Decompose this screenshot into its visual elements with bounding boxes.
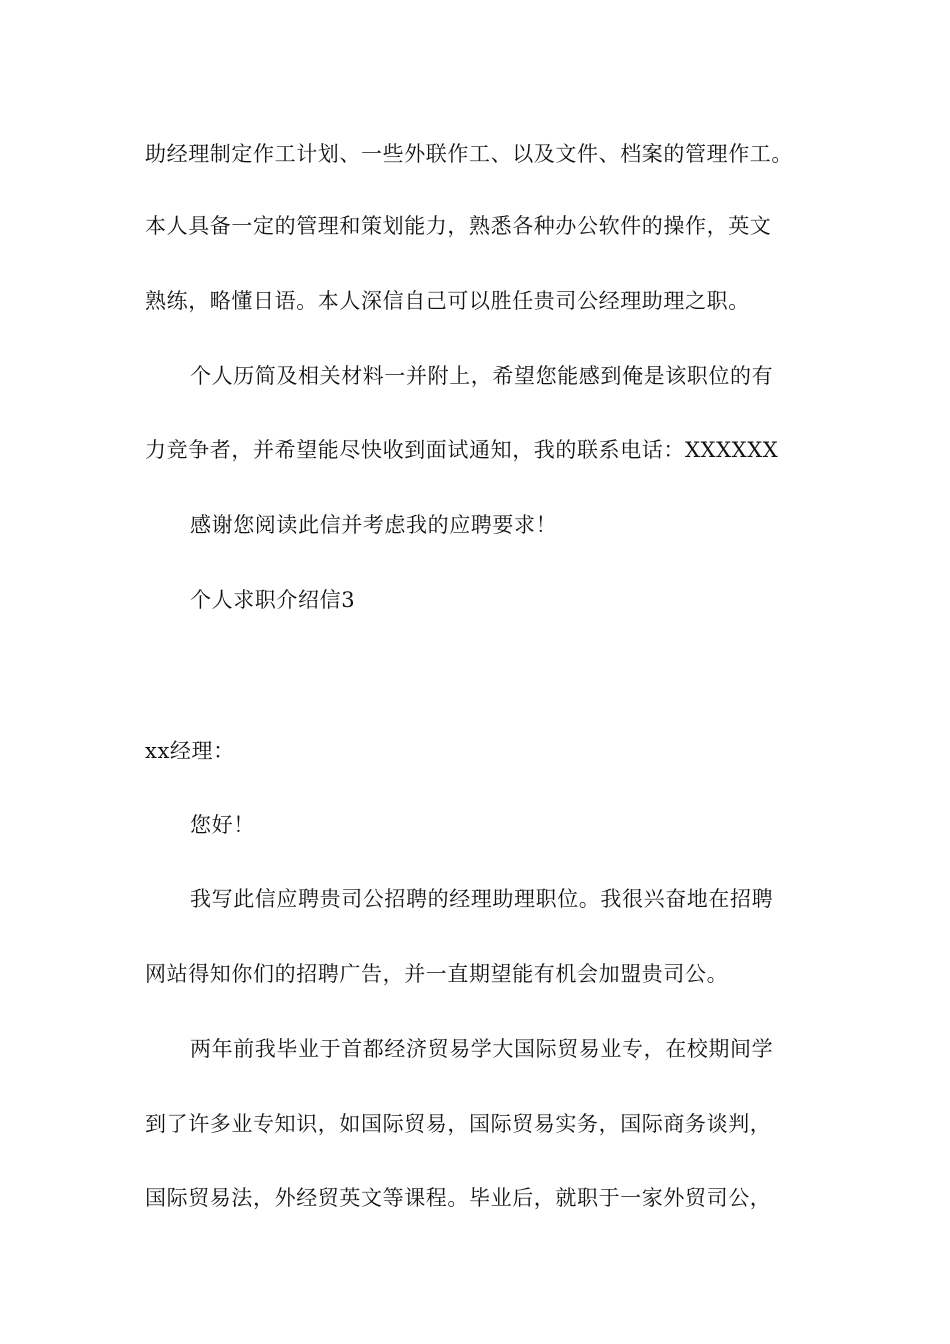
text-line: 到了许多业专知识，如国际贸易，国际贸易实务，国际商务谈判， (145, 1112, 772, 1136)
greeting: 您好！ (190, 813, 255, 837)
section-title: 个人求职介绍信3 (190, 588, 356, 612)
paragraph-start-line: 两年前我毕业于首都经济贸易学大国际贸易业专，在校期间学 (190, 1037, 774, 1061)
text-line: 熟练，略懂日语。本人深信自己可以胜任贵司公经理助理之职。 (145, 289, 750, 313)
text-line: 国际贸易法，外经贸英文等课程。毕业后，就职于一家外贸司公， (145, 1186, 772, 1210)
text-line: 网站得知你们的招聘广告，并一直期望能有机会加盟贵司公。 (145, 962, 729, 986)
text-line: 助经理制定作工计划、一些外联作工、以及文件、档案的管理作工。 (145, 142, 793, 166)
paragraph-start-line: 个人历简及相关材料一并附上，希望您能感到俺是该职位的有 (190, 364, 774, 388)
text-line: 本人具备一定的管理和策划能力，熟悉各种办公软件的操作，英文 (145, 214, 772, 238)
salutation: xx经理： (145, 739, 235, 763)
closing-line: 感谢您阅读此信并考虑我的应聘要求！ (190, 513, 558, 537)
paragraph-start-line: 我写此信应聘贵司公招聘的经理助理职位。我很兴奋地在招聘 (190, 887, 774, 911)
text-line: 力竞争者，并希望能尽快收到面试通知，我的联系电话：XXXXXX (145, 438, 779, 462)
